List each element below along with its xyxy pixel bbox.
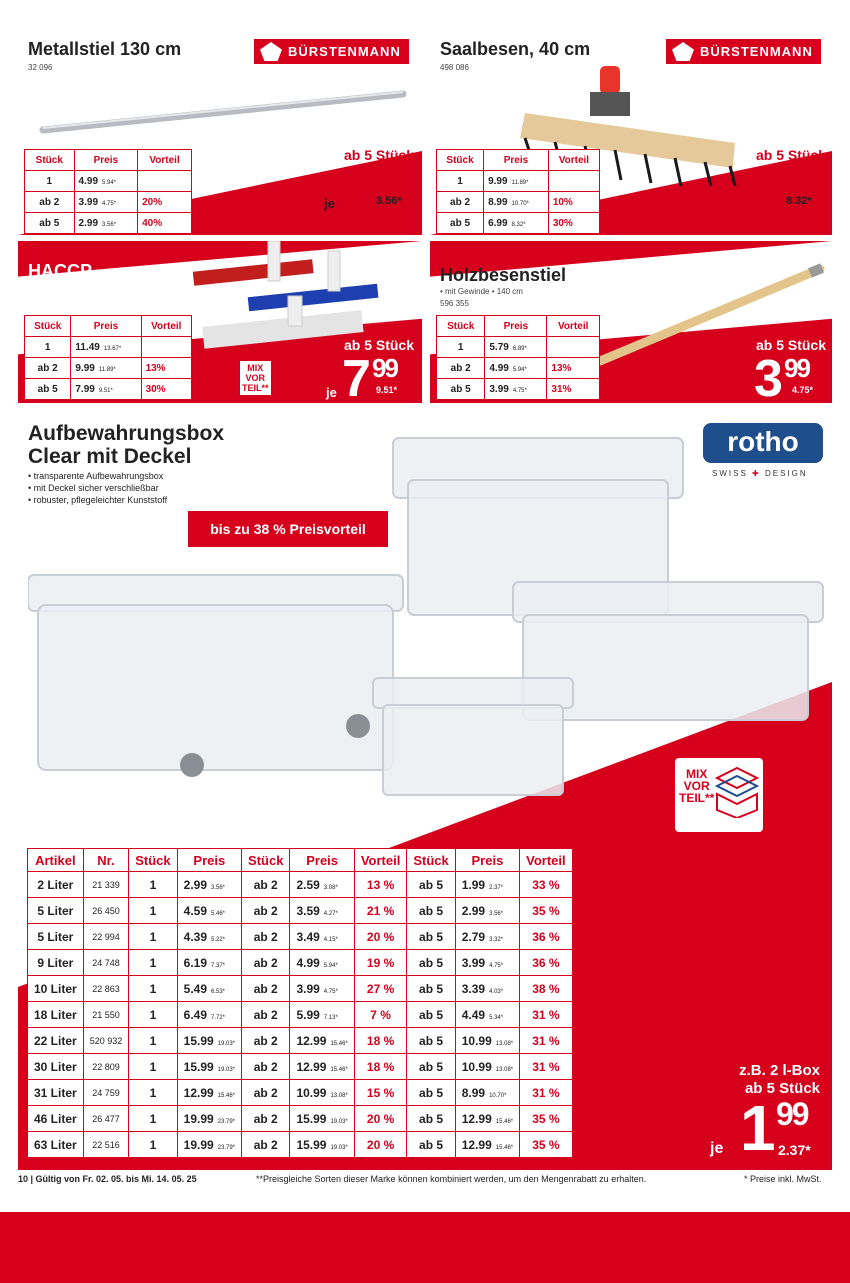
- table-row: 31 Liter 24 759 1 12.99 15.46* ab 2 10.99 13.08* 15 % ab 5 8.99 10.70* 31 %: [28, 1080, 573, 1106]
- quantity-label: ab 5 Stück: [343, 337, 414, 353]
- box-title-1: Aufbewahrungsbox: [28, 422, 225, 445]
- boxes-icon: [715, 766, 759, 818]
- table-row: 22 Liter 520 932 1 15.99 19.03* ab 2 12.99 15.46* 18 % ab 5 10.99 13.08* 31 %: [28, 1028, 573, 1054]
- quantity-label: ab 5 Stück: [755, 337, 826, 353]
- price-cents: 99: [778, 165, 803, 195]
- lion-icon: [260, 42, 282, 61]
- table-row: 10 Liter 22 863 1 5.49 6.53* ab 2 3.99 4.75* 27 % ab 5 3.39 4.03* 38 %: [28, 976, 573, 1002]
- table-row: 5 Liter 26 450 1 4.59 5.46* ab 2 3.59 4.27* 21 % ab 5 2.99 3.56* 35 %: [28, 898, 573, 924]
- product-holzbesenstiel: [430, 241, 832, 403]
- price-cents: 99: [776, 1096, 808, 1132]
- article-number: 32 096: [28, 63, 53, 72]
- price-table: Stück Preis Vorteil 1 11.49 13.67* ab 2 9.99 11.89* 13% ab 5 7.99 9.51* 30%: [24, 315, 192, 400]
- price-cents: 99: [784, 353, 809, 383]
- je-label: je: [324, 196, 335, 211]
- footer-bar: [0, 1212, 850, 1283]
- boxes-image: [28, 420, 828, 800]
- table-row: 18 Liter 21 550 1 6.49 7.72* ab 2 5.99 7.13* 7 % ab 5 4.49 5.34* 31 %: [28, 1002, 573, 1028]
- discount-banner: bis zu 38 % Preisvorteil: [188, 511, 388, 547]
- quantity-label: ab 5 Stück: [755, 147, 826, 163]
- rotho-logo: rotho: [703, 423, 823, 463]
- je-label: je: [326, 385, 337, 400]
- price-main: 6: [748, 162, 775, 220]
- price-table: Stück Preis Vorteil 1 9.99 11.89* ab 2 8.99 10.70* 10% ab 5 6.99 8.32* 30%: [436, 149, 600, 234]
- combine-note: **Preisgleiche Sorten dieser Marke können kombiniert werden, um den Mengenrabatt zu erhalten.: [256, 1174, 647, 1184]
- price-net: 9.51*: [376, 385, 398, 395]
- table-row: 63 Liter 22 516 1 19.99 23.79* ab 2 15.99 19.03* 20 % ab 5 12.99 15.46* 35 %: [28, 1132, 573, 1158]
- product-title: Holzbesenstiel: [440, 265, 567, 285]
- price-table: Stück Preis Vorteil 1 5.79 6.89* ab 2 4.99 5.94* 13% ab 5 3.99 4.75* 31%: [436, 315, 600, 400]
- table-row: 5 Liter 22 994 1 4.39 5.22* ab 2 3.49 4.15* 20 % ab 5 2.79 3.32* 36 %: [28, 924, 573, 950]
- box-features: • transparente Aufbewahrungsbox • mit Deckel sicher verschließbar • robuster, pflegeleichter Kunststoff: [28, 471, 168, 505]
- rotho-tagline: SWISS ✚ DESIGN: [712, 469, 808, 478]
- article-number: 596 355: [440, 299, 469, 308]
- box-title-2: Clear mit Deckel: [28, 445, 192, 468]
- price-table: Stück Preis Vorteil 1 4.99 5.94* ab 2 3.99 4.75* 20% ab 5 2.99 3.56* 40%: [24, 149, 192, 234]
- product-metallstiel: [18, 33, 422, 235]
- table-row: 2 Liter 21 339 1 2.99 3.56* ab 2 2.59 3.08* 13 % ab 5 1.99 2.37* 33 %: [28, 872, 573, 898]
- tax-note: * Preise inkl. MwSt.: [744, 1174, 822, 1184]
- table-row: 46 Liter 26 477 1 19.99 23.79* ab 2 15.99 19.03* 20 % ab 5 12.99 15.46* 35 %: [28, 1106, 573, 1132]
- product-title: Metallstiel 130 cm: [28, 39, 182, 59]
- product-title-2: Wasserschieber: [28, 281, 166, 301]
- mix-vorteil-badge: MIX VOR TEIL**: [242, 363, 269, 393]
- price-main: 2: [340, 162, 367, 220]
- price-cents: 99: [372, 353, 397, 383]
- price-net: 3.56*: [376, 195, 402, 207]
- table-row: 30 Liter 22 809 1 15.99 19.03* ab 2 12.99 15.46* 18 % ab 5 10.99 13.08* 31 %: [28, 1054, 573, 1080]
- price-main: 7: [342, 350, 369, 403]
- price-main: 1: [740, 1092, 774, 1164]
- price-main: 3: [754, 350, 781, 403]
- price-net: 2.37*: [778, 1142, 811, 1158]
- brand-logo: BÜRSTENMANN: [254, 39, 409, 64]
- price-net: 8.32*: [786, 195, 812, 207]
- article-number: 468 616 ff: [28, 303, 64, 312]
- quantity-label: ab 5 Stück: [343, 147, 414, 163]
- product-title-1: HACCP: [28, 261, 93, 281]
- article-number: 498 086: [440, 63, 469, 72]
- mix-vorteil-badge-large: MIX VOR TEIL**: [675, 758, 763, 832]
- promo-box: z.B. 2 l-Box ab 5 Stück: [739, 1062, 820, 1097]
- validity-date: 10 | Gültig von Fr. 02. 05. bis Mi. 14. 05. 25: [18, 1174, 197, 1184]
- price-cents: 99: [370, 165, 395, 195]
- price-net: 4.75*: [792, 385, 814, 395]
- product-features: • mit Gewinde • 140 cm: [440, 287, 523, 296]
- table-row: 9 Liter 24 748 1 6.19 7.37* ab 2 4.99 5.94* 19 % ab 5 3.99 4.75* 36 %: [28, 950, 573, 976]
- product-saalbesen: [430, 33, 832, 235]
- metal-stick-image: [38, 88, 408, 138]
- product-title: Saalbesen, 40 cm: [440, 39, 591, 59]
- je-label: je: [710, 1140, 724, 1157]
- product-wasserschieber: [18, 241, 422, 403]
- brand-logo: BÜRSTENMANN: [666, 39, 821, 64]
- box-price-table: Artikel Nr. Stück Preis Stück Preis Vorteil Stück Preis Vorteil 2 Liter 21 339 1 2.99 3.56* ab 2 2.59 3.08* 13 % ab 5 1.99 2.37* 33 % 5 Liter 26 450 1 4.59 5.46* ab 2 3.59 4.27* 21 % ab 5 2.99 3.56* 35 % 5 Liter 22 994 1 4.39 5.22* ab 2 3.49 4.15* 20 % ab 5 2.79 3.32* 36 % 9 Liter 24 748 1 6.19 7.37* ab 2 4.99 5.94* 19 % ab 5 3.99 4.75* 36 % 10 Liter 22 863 1 5.49 6.53* ab 2 3.99 4.75* 27 % ab 5 3.39 4.03* 38 % 18 Liter 21 550 1 6.49 7.72* ab 2 5.99 7.13* 7 % ab 5 4.49 5.34* 31 % 22 Liter 520 932 1 15.99 19.03* ab 2 12.99 15.46* 18 % ab 5 10.99 13.08* 31 % 30 Liter 22 809 1 15.99 19.03* ab 2 12.99 15.46* 18 % ab 5 10.99 13.08* 31 % 31 Liter 24 759 1 12.99 15.46* ab 2 10.99 13.08* 15 % ab 5 8.99 10.70* 31 % 46 Liter 26 477 1 19.99 23.79* ab 2 15.99 19.03* 20 % ab 5 12.99 15.46* 35 % 63 Liter 22 516 1 19.99 23.79* ab 2 15.99 19.03* 20 % ab 5 12.99 15.46* 35 %: [27, 848, 573, 1158]
